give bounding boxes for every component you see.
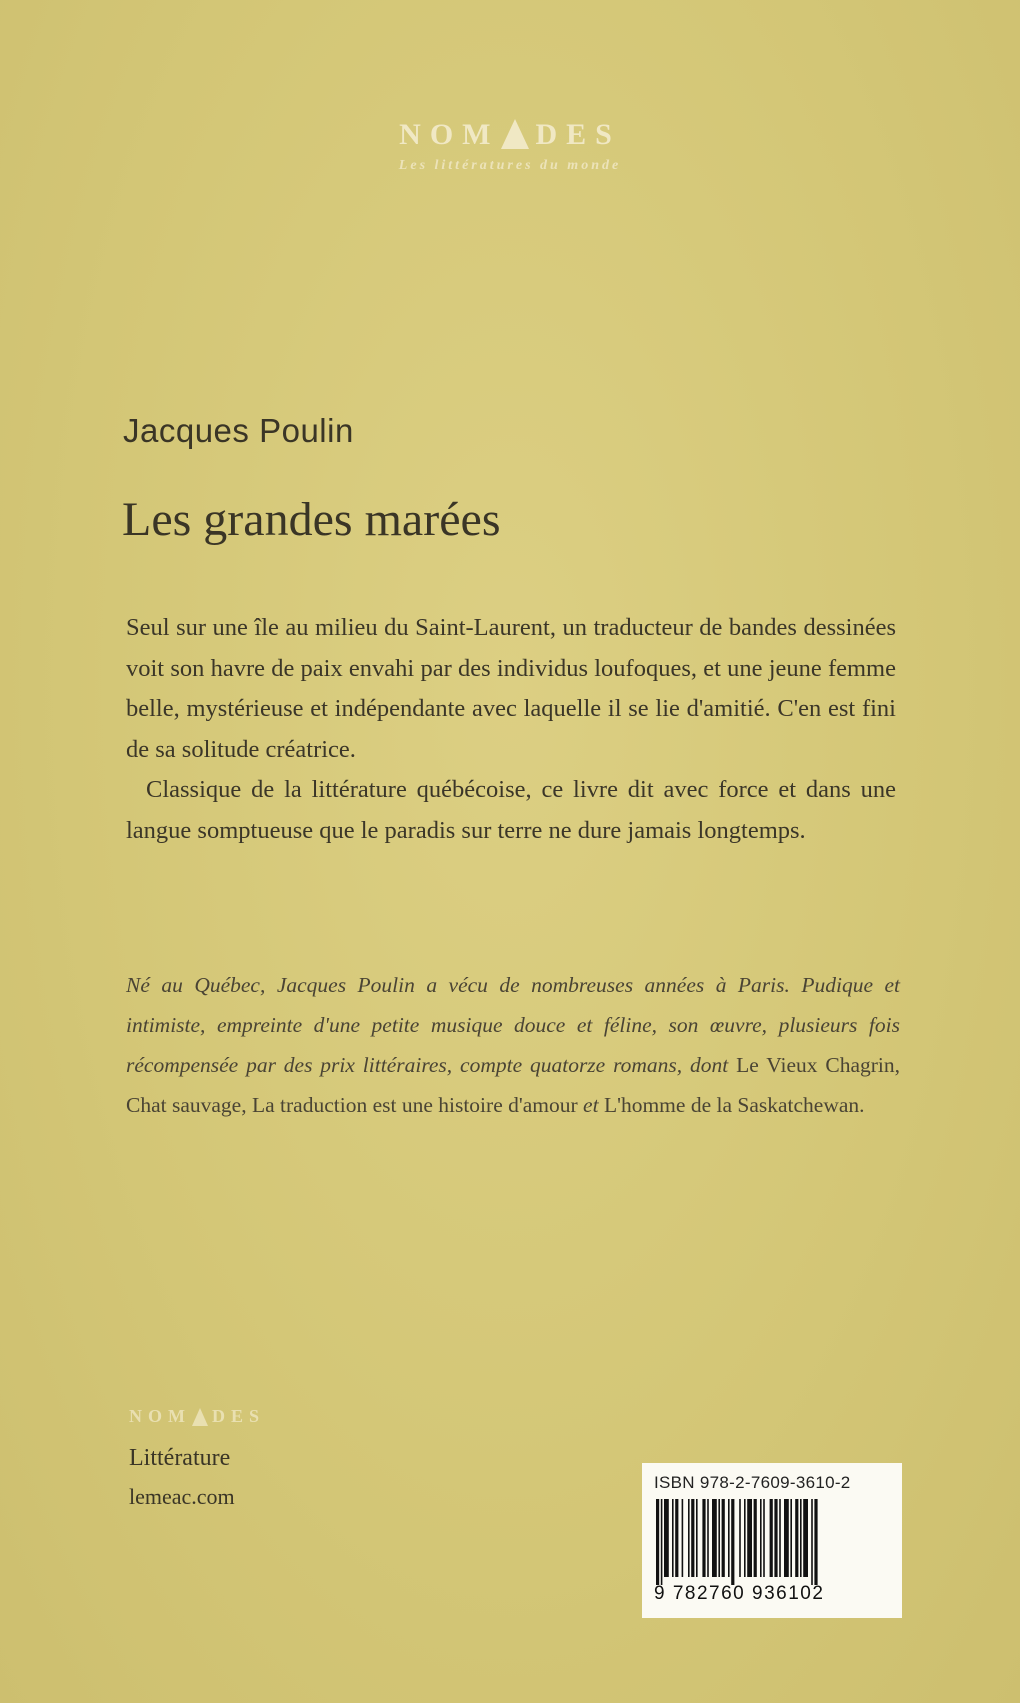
triangle-icon <box>192 1408 208 1426</box>
triangle-icon <box>501 119 529 149</box>
publisher-block <box>129 1406 265 1510</box>
blurb-paragraph-1: Seul sur une île au milieu du Saint-Laurent, un traducteur de bandes dessinées voit son havre de paix envahi par des individus loufoques, et une jeune femme belle, mystérieuse et indépendante avec laquelle il se lie d'amitié. C'en est fini de sa solitude créatrice. <box>126 614 896 763</box>
publisher-logo <box>129 1406 265 1427</box>
publisher-logo-right: DES <box>212 1406 266 1426</box>
book-title: Les grandes marées <box>122 493 501 546</box>
series-name-right: DES <box>535 118 621 151</box>
barcode-icon <box>654 1499 890 1585</box>
publisher-website: lemeac.com <box>129 1484 235 1509</box>
book-blurb <box>126 608 896 851</box>
author-name: Jacques Poulin <box>123 412 354 449</box>
publisher-category: Littérature <box>129 1445 231 1471</box>
bio-connector: et <box>583 1093 599 1117</box>
publisher-logo-left: NOM <box>129 1406 191 1426</box>
barcode-digits: 9 782760 936102 <box>654 1583 825 1604</box>
blurb-paragraph-2: Classique de la littérature québécoise, ce livre dit avec force et dans une langue somptueuse que le paradis sur terre ne dure jamais longtemps. <box>126 776 896 844</box>
bio-book-1: Le Vieux Chagrin, Chat sauvage, La traduction est une histoire d'amour <box>126 1053 900 1117</box>
isbn-number: ISBN 978-2-7609-3610-2 <box>654 1473 851 1492</box>
author-bio <box>126 965 900 1125</box>
series-subtitle: Les littératures du monde <box>398 158 622 173</box>
series-name-left: NOM <box>399 118 500 151</box>
bio-book-2: L'homme de la Saskatchewan. <box>603 1093 865 1117</box>
series-logo <box>0 120 1020 174</box>
bio-intro: Né au Québec, Jacques Poulin a vécu de nombreuses années à Paris. Pudique et intimiste, empreinte d'une petite musique douce et féline, son œuvre, plusieurs fois récompensée par des prix littéraires, compte quatorze romans, dont <box>126 973 900 1077</box>
series-name <box>399 120 621 150</box>
bio-paragraph <box>126 965 900 1125</box>
barcode-label <box>642 1463 902 1618</box>
